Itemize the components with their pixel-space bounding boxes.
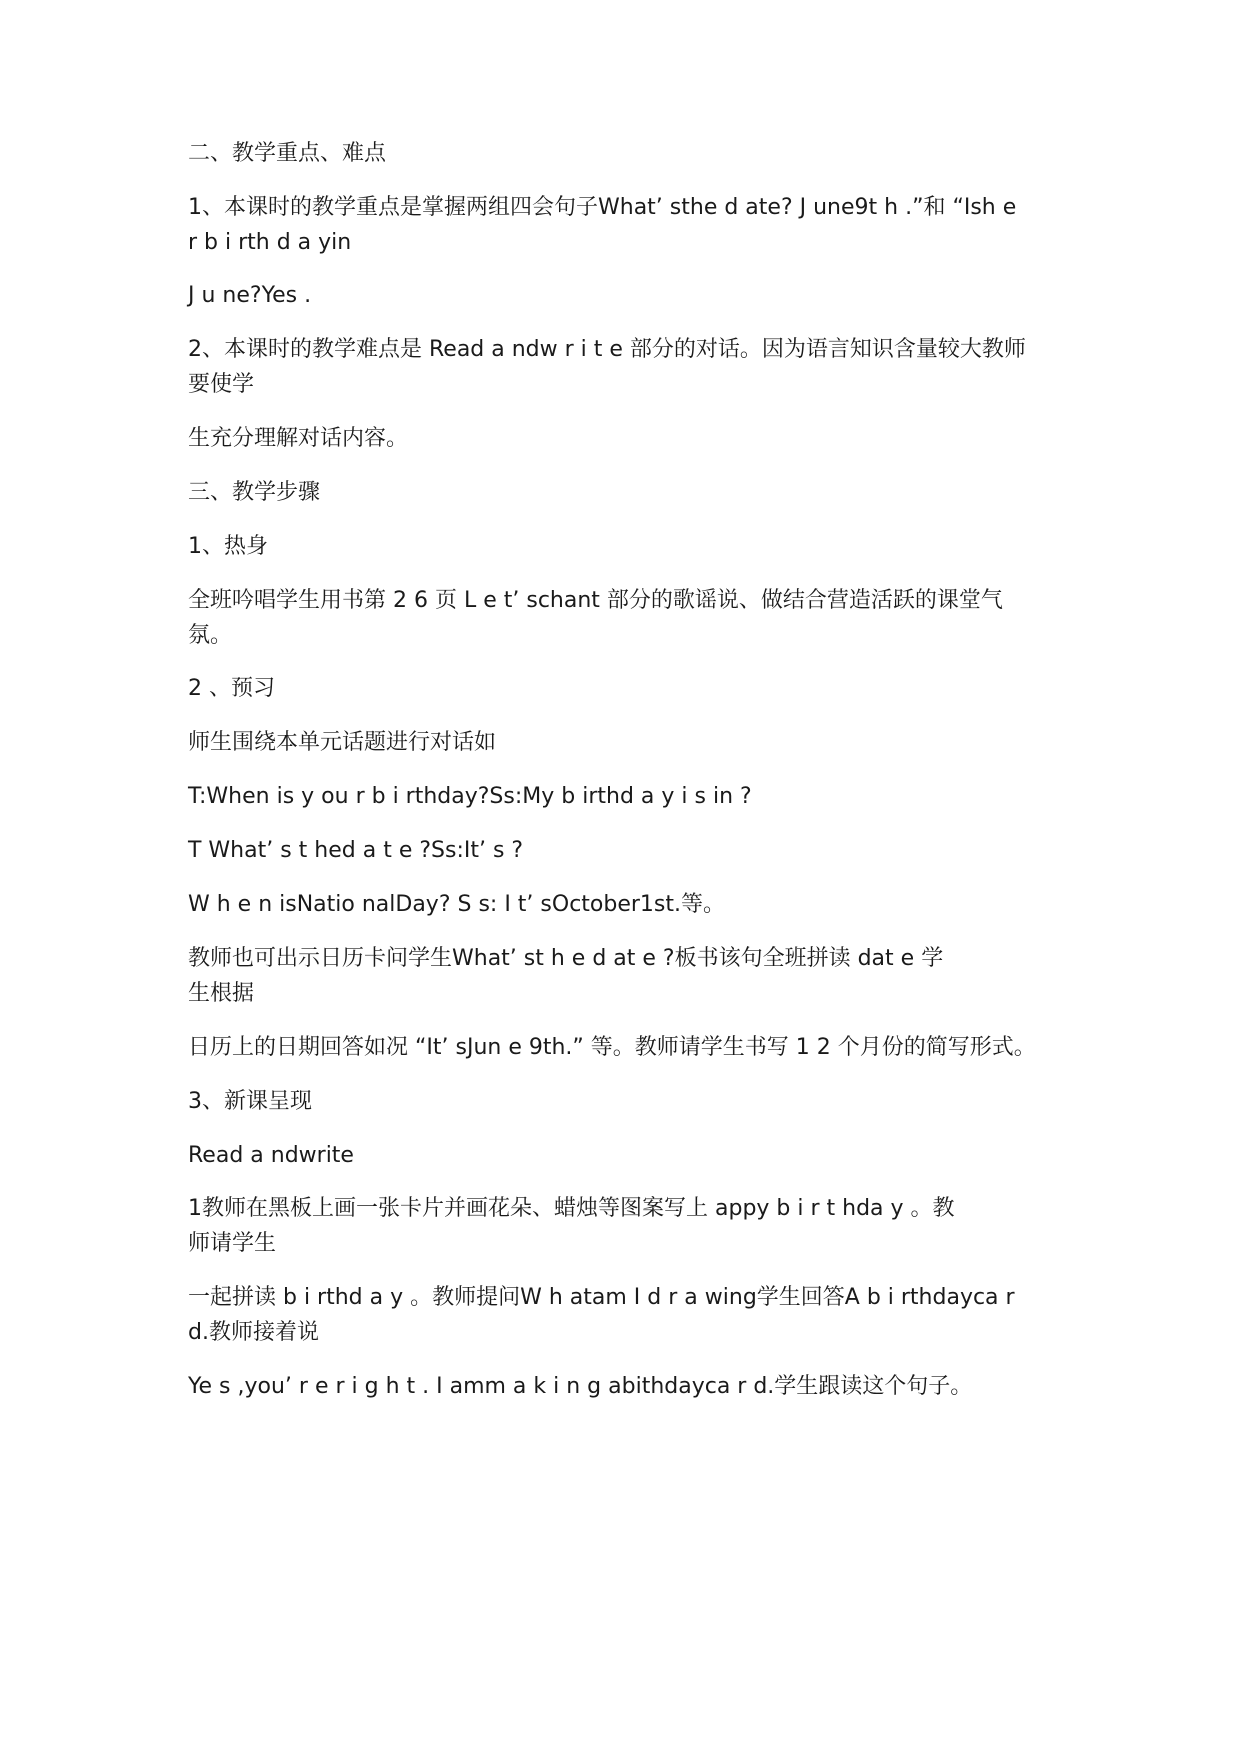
preview-intro: 师生围绕本单元话题进行对话如: [188, 730, 497, 755]
warm-up-line-2: 氛。: [188, 623, 233, 648]
read-and-write-label: Read a ndwrite: [188, 1143, 354, 1168]
new-lesson-line-4: d.教师接着说: [188, 1320, 319, 1345]
calendar-activity-line-2: 生根据: [188, 981, 255, 1006]
calendar-activity-line-3: 日历上的日期回答如况 “It’ sJun e 9th.” 等。教师请学生书写 1 2 个月份的简写形式。: [188, 1035, 1036, 1060]
dialogue-line-2: T What’ s t hed a t e ?Ss:It’ s ?: [188, 838, 524, 863]
warm-up-line-1: 全班吟唱学生用书第 2 6 页 L e t’ schant 部分的歌谣说、做结合营造活跃的课堂气: [188, 588, 1003, 613]
new-lesson-line-5: Ye s ,you’ r e r i g h t . I amm a k i n g abithdayca r d.学生跟读这个句子。: [188, 1374, 973, 1399]
dialogue-line-3: W h e n isNatio nalDay? S s: I t’ sOctober1st.等。: [188, 892, 726, 917]
paragraph-difficulty-line-3: 生充分理解对话内容。: [188, 426, 409, 451]
new-lesson-line-3: 一起拼读 b i rthd a y 。教师提问W h atam I d r a wing学生回答A b i rthdayca r: [188, 1285, 1015, 1310]
step-preview-heading: 2 、预习: [188, 676, 275, 701]
paragraph-key-point-line-3: J u ne?Yes .: [188, 283, 312, 308]
step-warm-up-heading: 1、热身: [188, 534, 268, 559]
new-lesson-line-1: 1教师在黑板上画一张卡片并画花朵、蜡烛等图案写上 appy b i r t hda y 。教: [188, 1196, 955, 1221]
step-new-lesson-heading: 3、新课呈现: [188, 1089, 312, 1114]
paragraph-difficulty-line-2: 要使学: [188, 372, 255, 397]
paragraph-difficulty-line-1: 2、本课时的教学难点是 Read a ndw r i t e 部分的对话。因为语言知识含量较大教师: [188, 337, 1026, 362]
paragraph-key-point-line-1: 1、本课时的教学重点是掌握两组四会句子What’ sthe d ate? J une9t h .”和 “Ish e: [188, 195, 1017, 220]
dialogue-line-1: T:When is y ou r b i rthday?Ss:My b irthd a y i s in ?: [188, 784, 752, 809]
calendar-activity-line-1: 教师也可出示日历卡问学生What’ st h e d at e ?板书该句全班拼读 dat e 学: [188, 946, 944, 971]
heading-teaching-steps: 三、教学步骤: [188, 480, 321, 505]
heading-key-points: 二、教学重点、难点: [188, 141, 387, 166]
new-lesson-line-2: 师请学生: [188, 1231, 277, 1256]
paragraph-key-point-line-2: r b i rth d a yin: [188, 230, 352, 255]
